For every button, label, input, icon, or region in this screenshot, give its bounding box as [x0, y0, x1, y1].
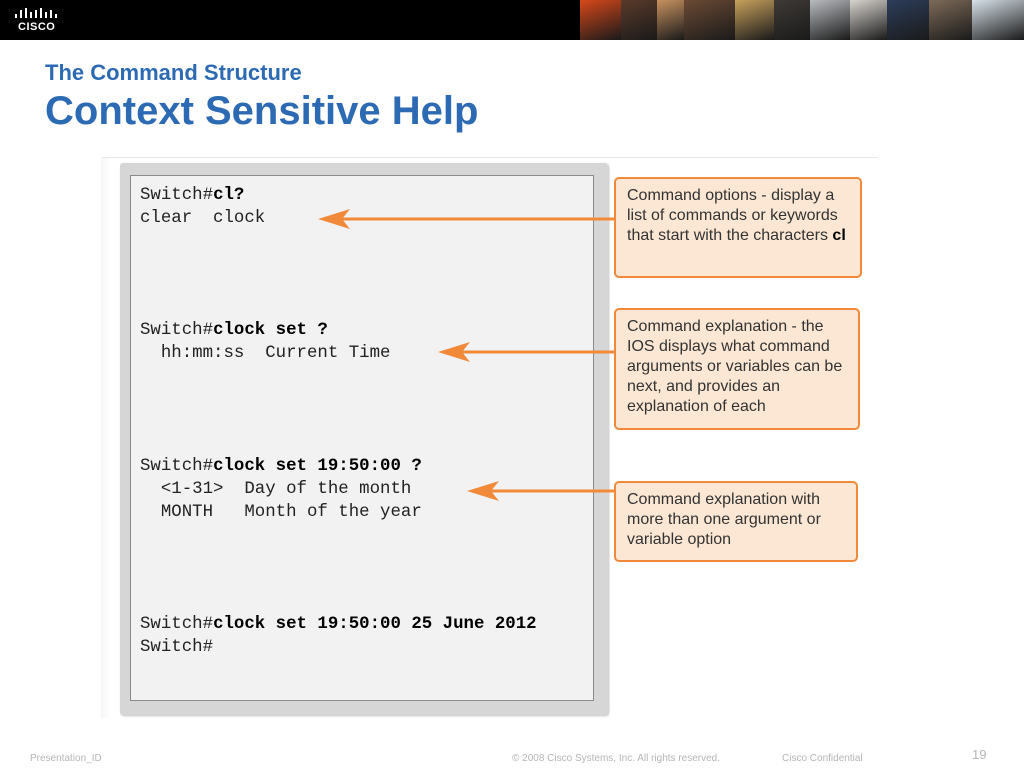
footer-presentation-id: Presentation_ID: [30, 753, 102, 764]
terminal-output-line: clear clock: [140, 209, 266, 228]
terminal-command: clock set 19:50:00 ?: [213, 457, 422, 476]
callout-command-explanation: [614, 308, 860, 430]
terminal-prompt: Switch#: [140, 615, 214, 634]
callout-text: Command explanation - the IOS displays what command arguments or variables can be next, and provides an explanation of each: [627, 318, 843, 415]
header-photo-tile: [735, 0, 775, 40]
slide-subtitle: The Command Structure: [45, 60, 302, 85]
cisco-logo-text: CISCO: [18, 21, 56, 33]
header-photo-tile: [887, 0, 928, 40]
callout-emphasis: cl: [832, 227, 846, 244]
terminal-command: cl?: [213, 186, 245, 205]
terminal-output-line: MONTH Month of the year: [140, 503, 422, 522]
header-photo-strip: [580, 0, 1024, 40]
header-photo-tile: [580, 0, 621, 40]
footer-confidential: Cisco Confidential: [782, 753, 863, 764]
header-photo-tile: [684, 0, 734, 40]
header-photo-tile: [850, 0, 888, 40]
terminal-screen: [130, 175, 594, 701]
terminal-output-line: hh:mm:ss Current Time: [140, 344, 391, 363]
figure-left-shadow: [101, 158, 111, 718]
terminal-prompt: Switch#: [140, 457, 214, 476]
figure-top-border: [102, 157, 878, 158]
slide-title: Context Sensitive Help: [45, 89, 479, 133]
terminal-command-line: [140, 321, 328, 341]
terminal-command: clock set ?: [213, 321, 328, 340]
callout-text: Command explanation with more than one argument or variable option: [627, 491, 821, 548]
terminal-prompt: Switch#: [140, 321, 214, 340]
terminal-command-line: [140, 615, 537, 635]
callout-arrow-2: [436, 341, 618, 363]
header-photo-tile: [972, 0, 1024, 40]
header-photo-tile: [657, 0, 684, 40]
header-photo-tile: [774, 0, 810, 40]
footer-copyright: © 2008 Cisco Systems, Inc. All rights reserved.: [512, 753, 721, 764]
terminal-command-line: [140, 457, 422, 477]
header-photo-tile: [810, 0, 850, 40]
header-bar: [0, 0, 1024, 40]
header-photo-tile: [929, 0, 972, 40]
terminal-window: [120, 163, 608, 715]
page-number: 19: [972, 747, 987, 762]
header-photo-tile: [621, 0, 657, 40]
callout-arrow-3: [465, 480, 618, 502]
terminal-command: clock set 19:50:00 25 June 2012: [213, 615, 537, 634]
terminal-output-line: <1-31> Day of the month: [140, 480, 412, 499]
terminal-output-line: Switch#: [140, 638, 214, 657]
cisco-bridge-bars-icon: [14, 8, 58, 20]
cisco-logo: [12, 6, 62, 36]
callout-command-options: [614, 177, 862, 278]
callout-multiple-arguments: [614, 481, 858, 562]
callout-text: Command options - display a list of commands or keywords that start with the characters: [627, 187, 838, 244]
terminal-command-line: [140, 186, 244, 206]
callout-arrow-1: [316, 208, 618, 230]
terminal-prompt: Switch#: [140, 186, 214, 205]
